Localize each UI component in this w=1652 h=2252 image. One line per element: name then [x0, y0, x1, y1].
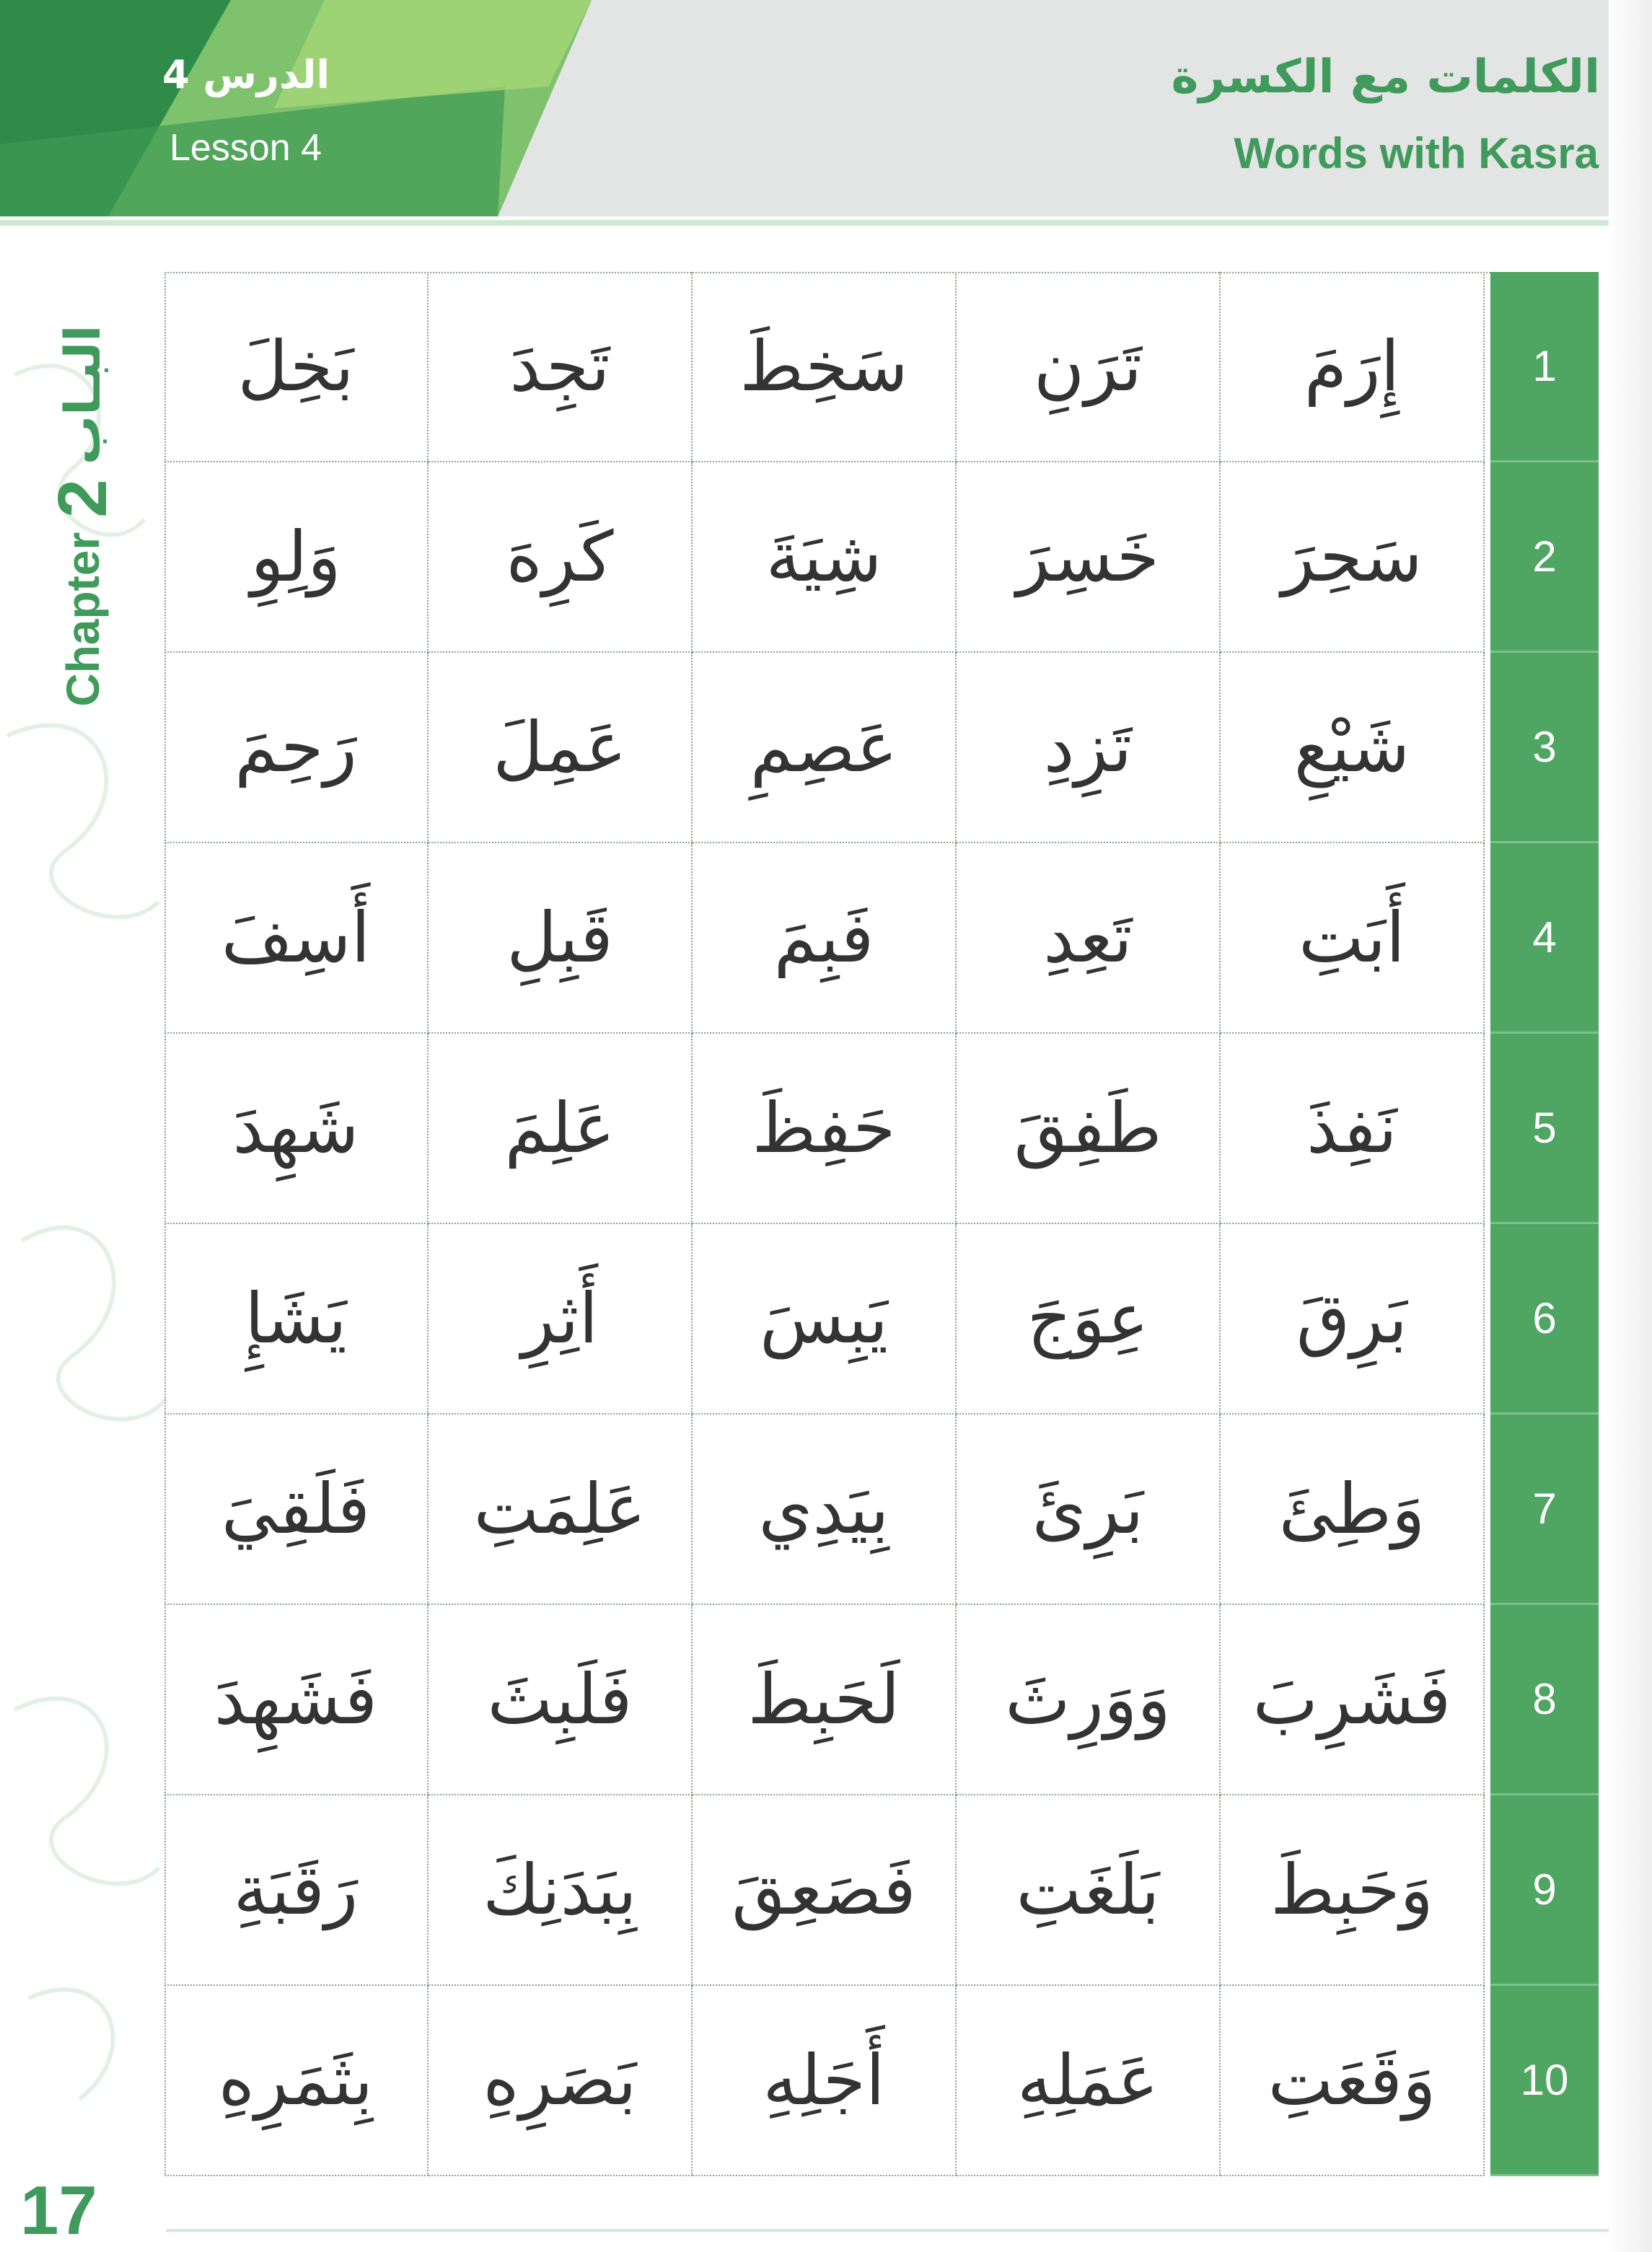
lesson-label-english: Lesson 4: [170, 127, 322, 169]
word-cell: خَسِرَ: [957, 462, 1221, 653]
header-divider: [0, 220, 1652, 226]
word-cell: بَرِقَ: [1221, 1224, 1485, 1415]
row-number: 3: [1490, 653, 1599, 843]
table-row: [164, 1224, 1490, 1415]
word-cell: رَحِمَ: [164, 653, 429, 843]
footer-divider: [166, 2229, 1609, 2232]
word-cell: نَفِذَ: [1221, 1034, 1485, 1224]
word-cell: وَقَعَتِ: [1221, 1986, 1485, 2176]
table-row: [164, 1605, 1490, 1795]
table-row: [164, 1795, 1490, 1986]
words-table: [164, 272, 1569, 2176]
word-cell: أَسِفَ: [164, 843, 429, 1034]
word-cell: وَطِئَ: [1221, 1415, 1485, 1605]
word-cell: بَرِئَ: [957, 1415, 1221, 1605]
word-cell: لَحَبِطَ: [693, 1605, 957, 1795]
word-cell: بَصَرِهِ: [429, 1986, 693, 2176]
word-cell: عِوَجَ: [957, 1224, 1221, 1415]
word-cell: بِبَدَنِكَ: [429, 1795, 693, 1986]
chapter-word-arabic: البـاب: [54, 325, 112, 465]
word-cell: فَشَرِبَ: [1221, 1605, 1485, 1795]
row-number: 4: [1490, 843, 1599, 1034]
table-row: [164, 1034, 1490, 1224]
table-row: [164, 843, 1490, 1034]
word-cell: بَخِلَ: [164, 272, 429, 462]
header-banner: [0, 0, 1652, 216]
word-cell: سَحِرَ: [1221, 462, 1485, 653]
page-number: 17: [20, 2172, 97, 2249]
word-cell: تَجِدَ: [429, 272, 693, 462]
chapter-number: 2: [44, 479, 121, 518]
word-cell: بِيَدِي: [693, 1415, 957, 1605]
row-number: 7: [1490, 1415, 1599, 1605]
row-number: 9: [1490, 1795, 1599, 1986]
word-cell: وَوَرِثَ: [957, 1605, 1221, 1795]
word-cell: فَبِمَ: [693, 843, 957, 1034]
word-cell: فَشَهِدَ: [164, 1605, 429, 1795]
page-header: [0, 0, 1652, 216]
row-number: 6: [1490, 1224, 1599, 1415]
word-cell: أَجَلِهِ: [693, 1986, 957, 2176]
table-row: [164, 653, 1490, 843]
lesson-label-arabic: الدرس 4: [162, 52, 330, 97]
word-cell: إِرَمَ: [1221, 272, 1485, 462]
word-cell: أَبَتِ: [1221, 843, 1485, 1034]
word-cell: يَبِسَ: [693, 1224, 957, 1415]
chapter-label-rotated: [43, 325, 123, 707]
word-cell: شَهِدَ: [164, 1034, 429, 1224]
row-number-column: [1490, 272, 1599, 2176]
page-title-arabic: الكلمات مع الكسرة: [1171, 50, 1600, 104]
page-edge-shadow: [1609, 0, 1652, 2252]
table-row: [164, 1986, 1490, 2176]
word-cell: أَثِرِ: [429, 1224, 693, 1415]
word-cell: تَرَنِ: [957, 272, 1221, 462]
word-cell: عَصِمِ: [693, 653, 957, 843]
page-title-english: Words with Kasra: [1234, 129, 1599, 177]
word-cell: عَمَلِهِ: [957, 1986, 1221, 2176]
word-cell: بِثَمَرِهِ: [164, 1986, 429, 2176]
word-cell: عَلِمَتِ: [429, 1415, 693, 1605]
word-cell: طَفِقَ: [957, 1034, 1221, 1224]
word-cell: شِيَةَ: [693, 462, 957, 653]
chapter-side-label: [43, 267, 123, 765]
word-cell: كَرِهَ: [429, 462, 693, 653]
table-row: [164, 272, 1490, 462]
word-cell: تَزِدِ: [957, 653, 1221, 843]
word-cell: حَفِظَ: [693, 1034, 957, 1224]
word-cell: شَيْعِ: [1221, 653, 1485, 843]
word-cell: فَلَبِثَ: [429, 1605, 693, 1795]
word-cell: وَلِوِ: [164, 462, 429, 653]
word-cell: قَبِلِ: [429, 843, 693, 1034]
word-cell: فَلَقِيَ: [164, 1415, 429, 1605]
word-cell: بَلَغَتِ: [957, 1795, 1221, 1986]
chapter-word: Chapter: [57, 532, 109, 707]
word-cell: عَمِلَ: [429, 653, 693, 843]
row-number: 8: [1490, 1605, 1599, 1795]
word-cell: عَلِمَ: [429, 1034, 693, 1224]
word-cell: وَحَبِطَ: [1221, 1795, 1485, 1986]
row-number: 5: [1490, 1034, 1599, 1224]
row-number: 10: [1490, 1986, 1599, 2176]
table-row: [164, 1415, 1490, 1605]
word-cell: رَقَبَةِ: [164, 1795, 429, 1986]
word-cell: تَعِدِ: [957, 843, 1221, 1034]
word-cell: فَصَعِقَ: [693, 1795, 957, 1986]
word-cell: يَشَإِ: [164, 1224, 429, 1415]
row-number: 1: [1490, 272, 1599, 462]
word-cell: سَخِطَ: [693, 272, 957, 462]
row-number: 2: [1490, 462, 1599, 653]
table-row: [164, 462, 1490, 653]
